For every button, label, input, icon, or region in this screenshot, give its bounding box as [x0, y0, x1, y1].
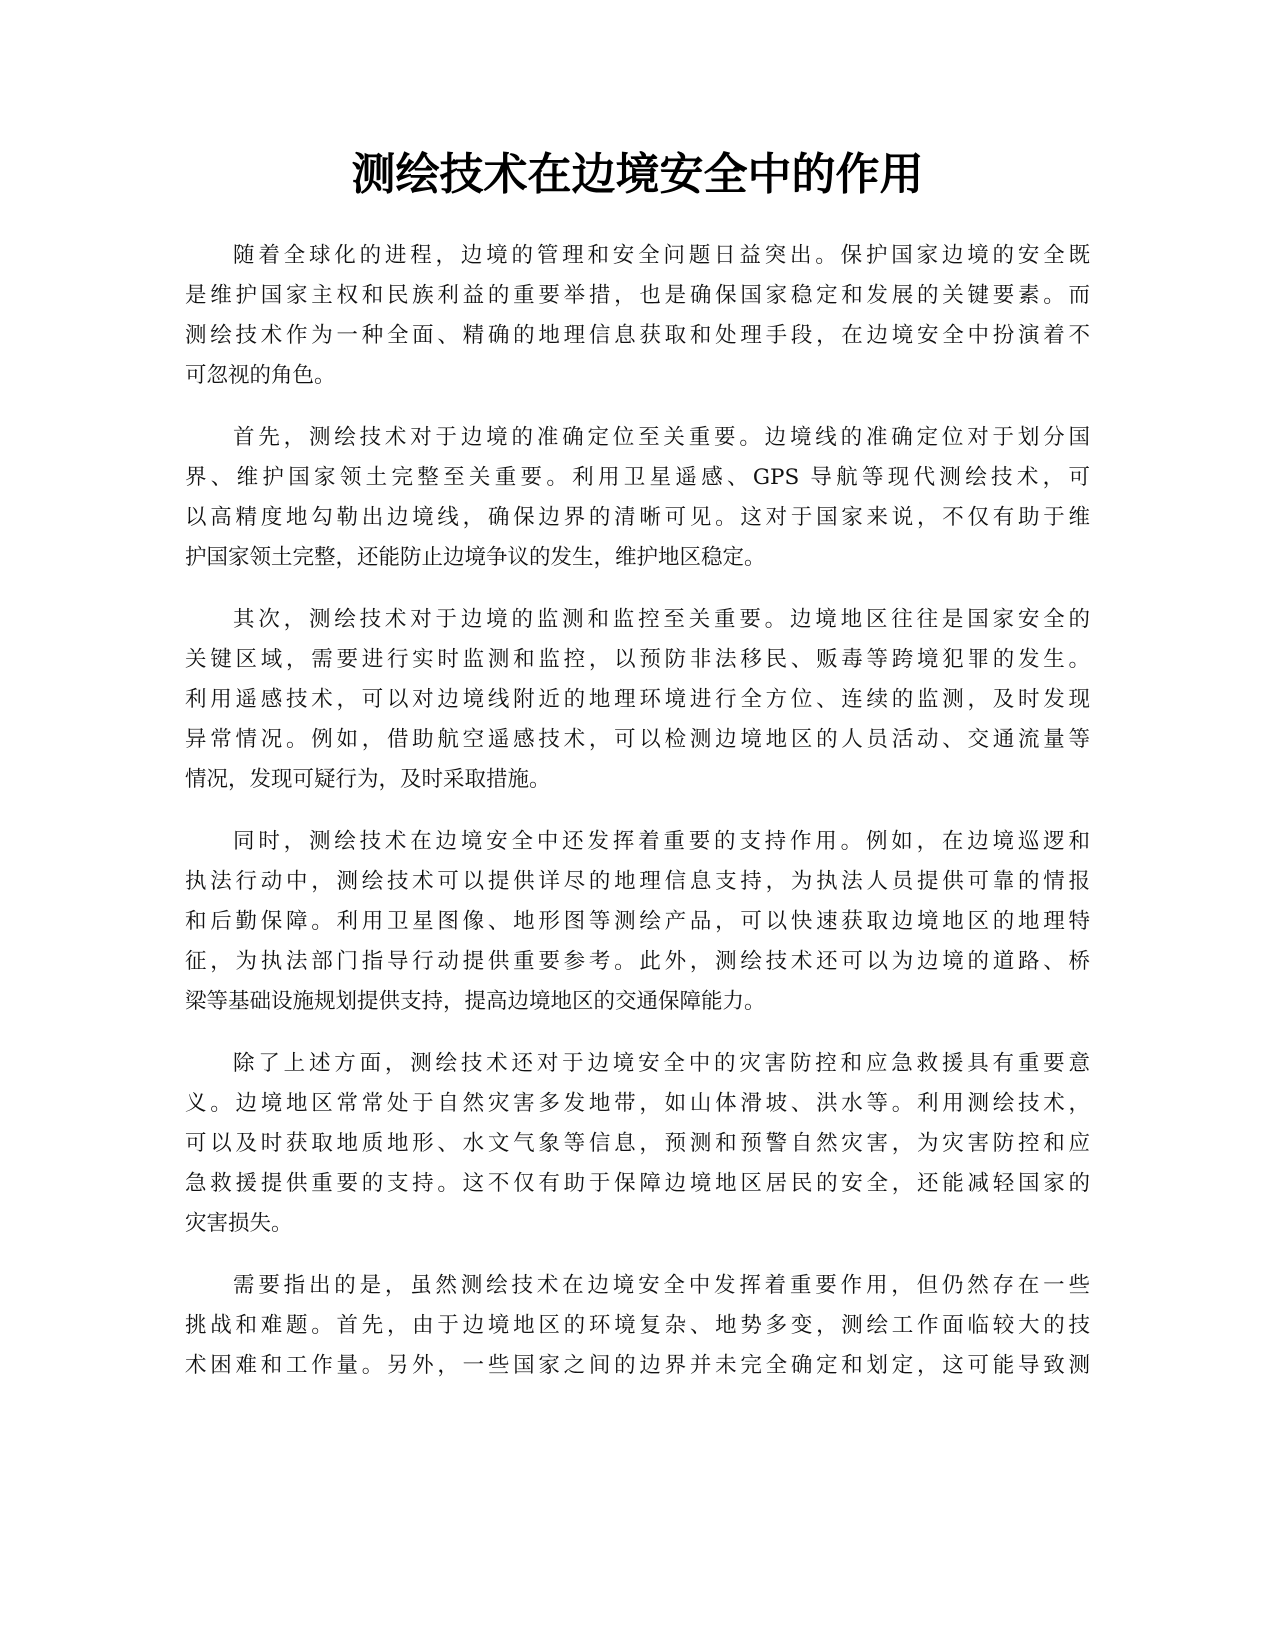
- text-line: 需要指出的是，虽然测绘技术在边境安全中发挥着重要作用，但仍然存在一些: [233, 1273, 1090, 1298]
- text-line: 界、维护国家领土完整至关重要。利用卫星遥感、GPS 导航等现代测绘技术，可: [185, 465, 1090, 490]
- text-line: 急救援提供重要的支持。这不仅有助于保障边境地区居民的安全，还能减轻国家的: [185, 1171, 1090, 1196]
- text-line: 除了上述方面，测绘技术还对于边境安全中的灾害防控和应急救援具有重要意: [233, 1051, 1090, 1076]
- text-line: 异常情况。例如，借助航空遥感技术，可以检测边境地区的人员活动、交通流量等: [185, 727, 1090, 752]
- text-line: 灾害损失。: [185, 1211, 293, 1236]
- page-title: 测绘技术在边境安全中的作用: [351, 149, 924, 200]
- text-line: 其次，测绘技术对于边境的监测和监控至关重要。边境地区往往是国家安全的: [233, 607, 1090, 632]
- paragraph: [185, 822, 1090, 1022]
- text-line: 情况，发现可疑行为，及时采取措施。: [185, 767, 551, 792]
- paragraph: [185, 236, 1090, 396]
- paragraph: [185, 1044, 1090, 1244]
- text-line: 随着全球化的进程，边境的管理和安全问题日益突出。保护国家边境的安全既: [233, 243, 1090, 268]
- text-line: 关键区域，需要进行实时监测和监控，以预防非法移民、贩毒等跨境犯罪的发生。: [185, 647, 1090, 672]
- text-line: 利用遥感技术，可以对边境线附近的地理环境进行全方位、连续的监测，及时发现: [185, 687, 1090, 712]
- text-line: 征，为执法部门指导行动提供重要参考。此外，测绘技术还可以为边境的道路、桥: [185, 949, 1090, 974]
- document-body: [185, 236, 1090, 1408]
- text-line: 术困难和工作量。另外，一些国家之间的边界并未完全确定和划定，这可能导致测: [185, 1353, 1090, 1378]
- text-line: 义。边境地区常常处于自然灾害多发地带，如山体滑坡、洪水等。利用测绘技术，: [185, 1091, 1090, 1116]
- text-line: 可以及时获取地质地形、水文气象等信息，预测和预警自然灾害，为灾害防控和应: [185, 1131, 1090, 1156]
- paragraph: [185, 600, 1090, 800]
- text-line: 首先，测绘技术对于边境的准确定位至关重要。边境线的准确定位对于划分国: [233, 425, 1090, 450]
- text-line: 梁等基础设施规划提供支持，提高边境地区的交通保障能力。: [185, 989, 766, 1014]
- paragraph: [185, 1266, 1090, 1386]
- text-line: 可忽视的角色。: [185, 363, 336, 388]
- text-line: 挑战和难题。首先，由于边境地区的环境复杂、地势多变，测绘工作面临较大的技: [185, 1313, 1090, 1338]
- text-line: 同时，测绘技术在边境安全中还发挥着重要的支持作用。例如，在边境巡逻和: [233, 829, 1090, 854]
- text-line: 测绘技术作为一种全面、精确的地理信息获取和处理手段，在边境安全中扮演着不: [185, 323, 1090, 348]
- text-line: 是维护国家主权和民族利益的重要举措，也是确保国家稳定和发展的关键要素。而: [185, 283, 1090, 308]
- paragraph: [185, 418, 1090, 578]
- text-line: 执法行动中，测绘技术可以提供详尽的地理信息支持，为执法人员提供可靠的情报: [185, 869, 1090, 894]
- text-line: 护国家领土完整，还能防止边境争议的发生，维护地区稳定。: [185, 545, 766, 570]
- text-line: 和后勤保障。利用卫星图像、地形图等测绘产品，可以快速获取边境地区的地理特: [185, 909, 1090, 934]
- text-line: 以高精度地勾勒出边境线，确保边界的清晰可见。这对于国家来说，不仅有助于维: [185, 505, 1090, 530]
